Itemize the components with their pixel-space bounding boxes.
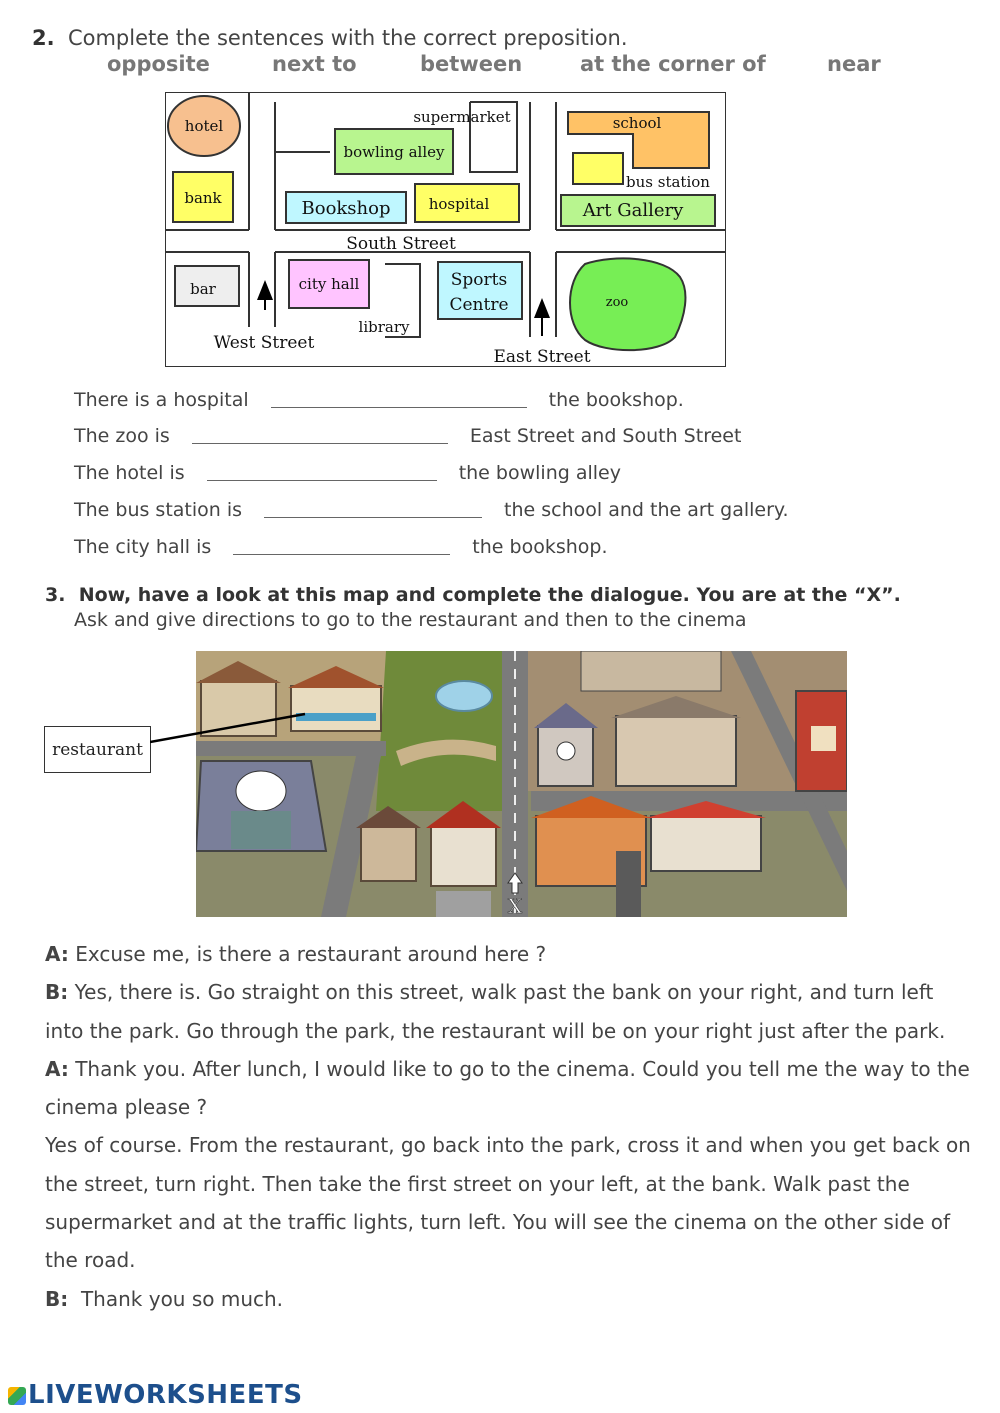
dialogue-text: Excuse me, is there a restaurant around here ? [68,942,547,966]
sentence-2-end: East Street and South Street [469,425,742,447]
sentence-5 [74,536,608,558]
q3-number: 3. [45,584,66,606]
q3-heading [45,584,901,606]
map-label-supermarket: supermarket [413,108,511,126]
dialogue-text: Thank you so much. [68,1286,284,1311]
map-label-hospital: hospital [428,195,490,213]
answer-blank-3[interactable] [207,462,437,481]
word-next-to: next to [272,52,357,76]
bus-station-shape [573,153,623,184]
logo-icon [8,1387,26,1405]
sentence-5-end: the bookshop. [472,536,608,558]
map-label-art-gallery: Art Gallery [582,200,684,221]
supermarket-building [616,716,736,786]
map-label-centre: Centre [449,295,509,315]
map-label-bookshop: Bookshop [301,198,391,219]
map-label-east-street: East Street [493,347,591,367]
answer-input-3[interactable] [207,465,437,483]
sentence-3-end: the bowling alley [458,462,621,484]
answer-blank-1[interactable] [271,389,527,408]
answer-blank-2[interactable] [192,425,448,444]
map-label-hotel: hotel [184,117,224,135]
sentence-4-end: the school and the art gallery. [504,499,789,521]
q2-number: 2. [32,26,55,50]
speaker-label: A: [45,942,69,966]
dialogue [45,935,975,1318]
sentence-1 [74,389,684,411]
word-at-the-corner-of: at the corner of [580,52,766,76]
dialogue-line [45,1126,975,1279]
map-label-bar: bar [190,280,216,298]
house [361,826,416,881]
callout-label: restaurant [52,739,143,760]
park-area [376,651,506,811]
answer-blank-5[interactable] [233,536,450,555]
sentence-3-start: The hotel is [74,462,185,484]
word-near: near [827,52,881,76]
dialogue-line [45,973,975,1050]
dialogue-text: Yes, there is. Go straight on this street, walk past the bank on your right, and turn left into the park. Go through the park, the restaurant will be on your right just after the park. [45,980,946,1043]
x-marker: X [507,894,523,917]
answer-input-4[interactable] [264,502,482,520]
building [651,816,761,871]
dialogue-line [45,1280,975,1318]
answer-input-5[interactable] [233,539,450,557]
liveworksheets-logo[interactable] [8,1380,303,1410]
map-label-school: school [612,114,662,132]
word-between: between [420,52,523,76]
sentence-2-start: The zoo is [74,425,170,447]
q2-instruction: Complete the sentences with the correct preposition. [67,26,628,50]
pond [436,681,492,711]
map-label-library: library [358,318,410,336]
sentence-3 [74,462,621,484]
speaker-label: B: [45,980,69,1005]
sentence-1-start: There is a hospital [74,389,249,411]
map-label-zoo: zoo [605,295,629,310]
sentence-2 [74,425,741,447]
q3-instruction: Now, have a look at this map and complete the dialogue. You are at the “X”. [78,584,901,606]
map-label-bank: bank [184,189,222,207]
dialogue-text: Thank you. After lunch, I would like to go to the cinema. Could you tell me the way to the cinema please ? [45,1056,970,1120]
answer-input-1[interactable] [271,392,527,410]
sentence-4 [74,499,789,521]
map-label-bus-station: bus station [626,173,710,191]
map-label-south-street: South Street [346,234,456,254]
map-label-city-hall: city hall [298,275,360,293]
answer-input-2[interactable] [192,428,448,446]
callout-pointer [150,710,310,750]
dialogue-line [45,1050,975,1127]
answer-blank-4[interactable] [264,499,482,518]
speaker-label: A: [45,1056,69,1081]
q2-heading [32,26,628,50]
street-map [165,92,726,367]
map-label-west-street: West Street [213,333,315,353]
logo-text: LIVEWORKSHEETS [28,1380,303,1410]
word-opposite: opposite [107,52,210,76]
q3-subtitle: Ask and give directions to go to the restaurant and then to the cinema [74,609,747,631]
dialogue-line [45,935,975,973]
map-label-sports: Sports [450,270,508,290]
speaker-label: B: [45,1286,69,1311]
house [431,826,496,886]
restaurant-callout [44,726,151,773]
map-label-bowling: bowling alley [343,143,445,161]
sentence-5-start: The city hall is [74,536,212,558]
town-map-illustration [196,651,847,917]
dialogue-text: Yes of course. From the restaurant, go back into the park, cross it and when you get back on the street, turn right. Then take the first street on your left, at the bank. Walk past the supermarket and at the traffic lights, turn left. You will see the cinema on the other side of the road. [45,1133,971,1273]
sentence-4-start: The bus station is [74,499,243,521]
sentence-1-end: the bookshop. [548,389,684,411]
